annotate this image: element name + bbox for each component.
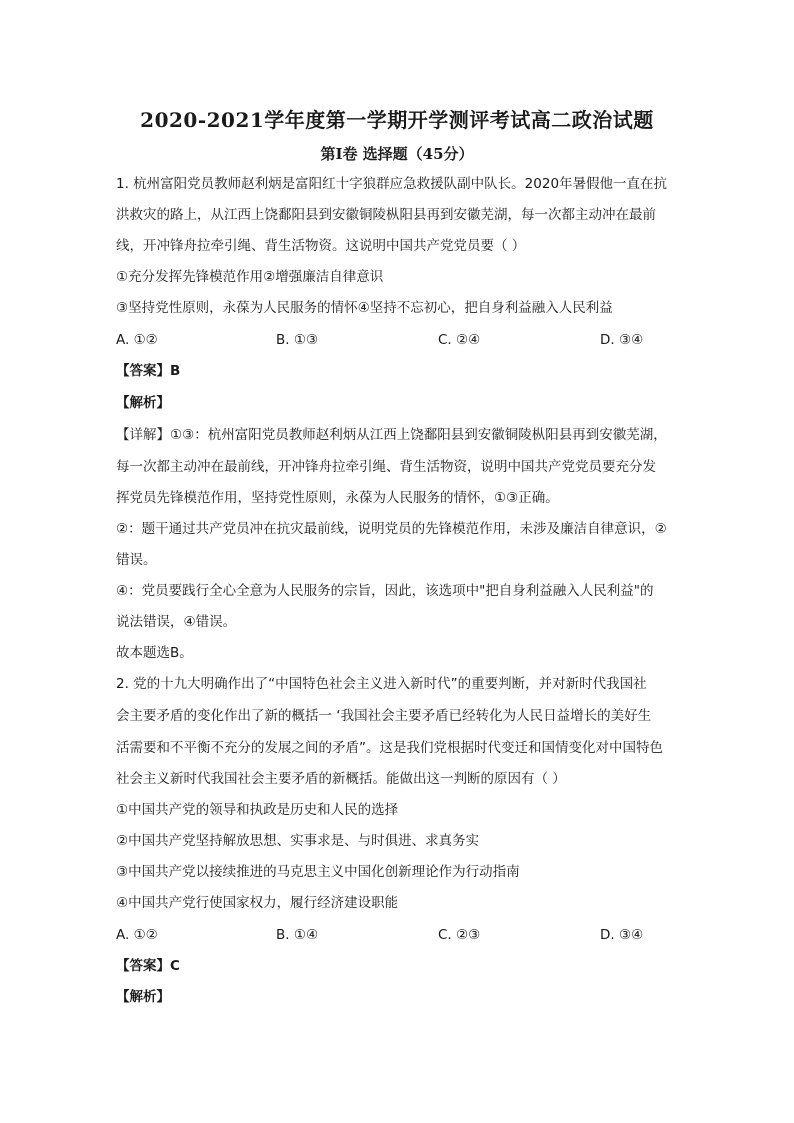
q1-detail-line: 错误。 (116, 552, 157, 568)
q1-option-c: C. ②④ (438, 332, 481, 348)
q1-option-b: B. ①③ (276, 332, 319, 348)
q2-stem-line: 社会主义新时代我国社会主要矛盾的新概括。能做出这一判断的原因有（ ） (116, 771, 566, 787)
q2-option-a: A. ①② (116, 927, 158, 943)
q1-item-line: ①充分发挥先锋模范作用②增强廉洁自律意识 (116, 269, 384, 285)
q1-detail-line: 每一次都主动冲在最前线，开冲锋舟拉牵引绳、背生活物资，说明中国共产党党员要充分发 (116, 459, 656, 475)
q2-option-d: D. ③④ (600, 927, 644, 943)
q2-analysis-tag: 【解析】 (116, 989, 170, 1005)
q2-option-b: B. ①④ (276, 927, 319, 943)
q2-option-c: C. ②③ (438, 927, 481, 943)
q1-answer: 【答案】B (116, 363, 181, 379)
q2-item-line: ①中国共产党的领导和执政是历史和人民的选择 (116, 802, 399, 818)
q2-stem-line: 2. 党的十九大明确作出了“中国特色社会主义进入新时代”的重要判断，并对新时代我国社 (116, 676, 647, 692)
q1-stem-line: 1. 杭州富阳党员教师赵利炳是富阳红十字狼群应急救援队副中队长。2020年暑假他一直在抗 (116, 176, 668, 192)
q2-stem-line: 会主要矛盾的变化作出了新的概括一 ‘我国社会主要矛盾已经转化为人民日益增长的美好生 (116, 708, 652, 724)
q2-item-line: ③中国共产党以接续推进的马克思主义中国化创新理论作为行动指南 (116, 864, 520, 880)
q2-item-line: ④中国共产党行使国家权力，履行经济建设职能 (116, 895, 399, 911)
q1-item-line: ③坚持党性原则，永葆为人民服务的情怀④坚持不忘初心，把自身利益融入人民利益 (116, 300, 613, 316)
q1-detail-line: 故本题选B。 (116, 645, 193, 661)
q1-option-a: A. ①② (116, 332, 158, 348)
q2-item-line: ②中国共产党坚持解放思想、实事求是、与时俱进、求真务实 (116, 833, 480, 849)
section-title: 第Ⅰ卷 选择题（45分） (320, 145, 474, 163)
q2-stem-line: 活需要和不平衡不充分的发展之间的矛盾”。这是我们党根据时代变迁和国情变化对中国特色 (116, 740, 663, 756)
q1-stem-line: 线，开冲锋舟拉牵引绳、背生活物资。这说明中国共产党党员要（ ） (116, 238, 526, 254)
q1-detail-line: 说法错误，④错误。 (116, 614, 237, 630)
q1-detail-line: 挥党员先锋模范作用，坚持党性原则，永葆为人民服务的情怀，①③正确。 (116, 490, 559, 506)
q1-detail-line: ④：党员要践行全心全意为人民服务的宗旨，因此，该选项中"把自身利益融入人民利益"的 (116, 583, 654, 599)
q1-stem-line: 洪救灾的路上，从江西上饶鄱阳县到安徽铜陵枞阳县再到安徽芜湖，每一次都主动冲在最前 (116, 207, 656, 223)
q1-option-d: D. ③④ (600, 332, 644, 348)
q1-detail-line: 【详解】①③：杭州富阳党员教师赵利炳从江西上饶鄱阳县到安徽铜陵枞阳县再到安徽芜湖， (116, 427, 667, 443)
q2-answer: 【答案】C (116, 958, 180, 974)
page-title: 2020-2021学年度第一学期开学测评考试高二政治试题 (140, 108, 654, 132)
q1-analysis-tag: 【解析】 (116, 395, 170, 411)
q1-detail-line: ②：题干通过共产党员冲在抗灾最前线，说明党员的先锋模范作用，未涉及廉洁自律意识，② (116, 521, 667, 537)
